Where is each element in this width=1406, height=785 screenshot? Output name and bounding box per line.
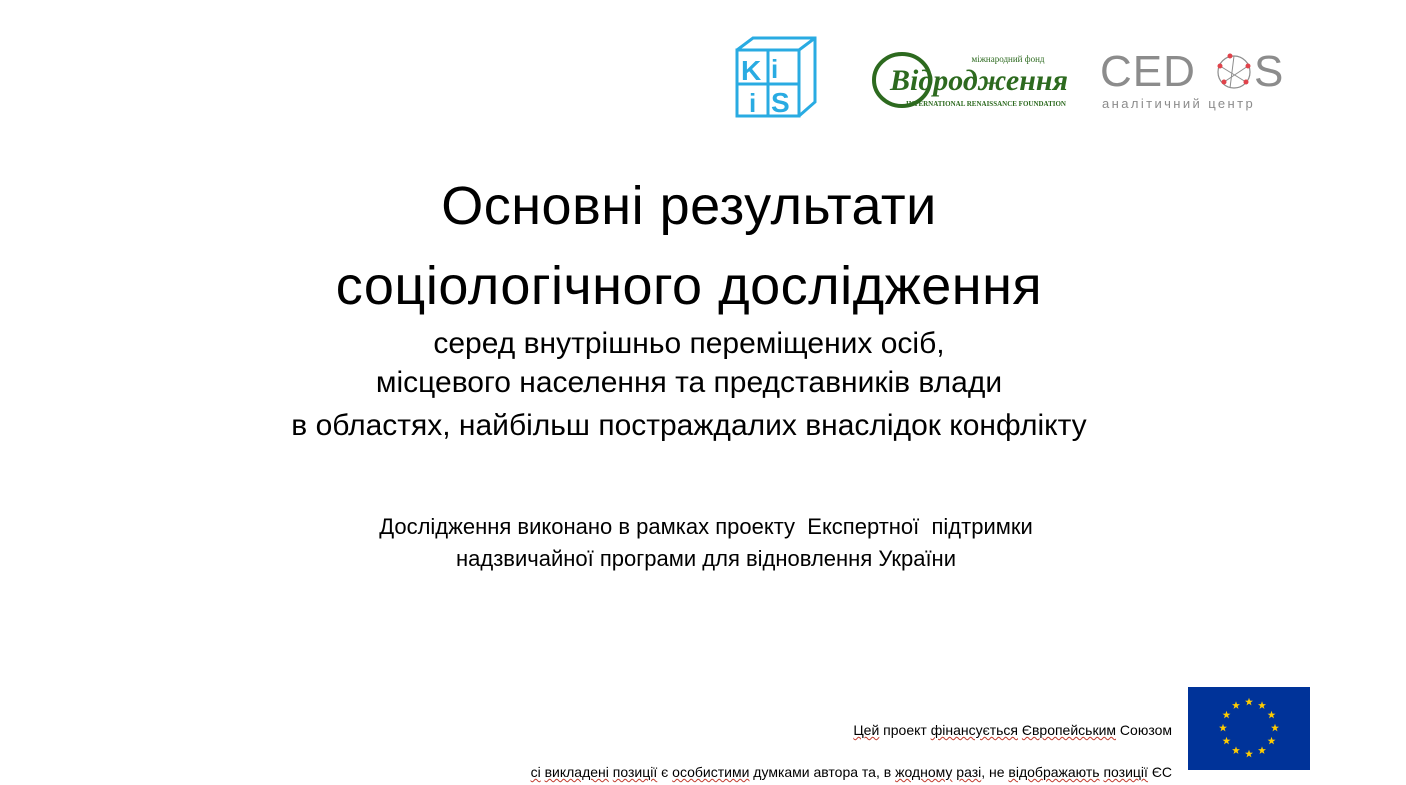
footer-word: позиції [1103,764,1148,780]
eu-star-icon [1271,724,1279,732]
eu-stars [1188,687,1310,770]
project-note-line-2: надзвичайної програми для відновлення України [456,546,956,571]
cedos-logo [1100,46,1290,114]
svg-text:міжнародний фонд: міжнародний фонд [971,54,1045,64]
svg-text:i: i [749,88,757,118]
footer-word: викладені [544,764,609,780]
eu-star-icon [1232,701,1240,709]
project-note-line-1: Дослідження виконано в рамках проекту Експертної підтримки [379,514,1033,539]
eu-star-icon [1219,724,1227,732]
svg-text:аналітичний центр: аналітичний центр [1102,96,1256,111]
eu-star-icon [1258,701,1266,709]
footer-word: сі [530,764,541,780]
footer-word: проект [879,722,931,738]
footer-word: Союзом [1116,722,1172,738]
footer-word: , не [981,764,1009,780]
page-title-line-1: Основні результати [441,176,937,236]
eu-flag-icon [1188,687,1310,770]
vidrodzhennia-logo [868,44,1068,114]
svg-text:K: K [741,55,762,86]
subtitle-line-1: серед внутрішньо переміщених осіб, [433,327,945,360]
subtitle-line-3: в областях, найбільш постраждалих внаслідок конфлікту [291,409,1087,442]
eu-star-icon [1258,746,1266,754]
footer-word: разі [956,764,982,780]
eu-star-icon [1222,737,1230,745]
footer-word: є [657,764,673,780]
kiis-logo [733,34,819,120]
disclaimer-statement [523,748,1172,780]
footer-word: позиції [612,764,658,780]
svg-text:INTERNATIONAL RENAISSANCE FOUN: INTERNATIONAL RENAISSANCE FOUNDATION [906,100,1066,108]
footer-word: Цей [853,722,880,738]
eu-star-icon [1268,711,1276,719]
eu-star-icon [1268,737,1276,745]
eu-star-icon [1245,750,1253,758]
footer-word: ЄС [1147,764,1172,780]
footer-word: думками автора та, в [749,764,896,780]
svg-text:CED: CED [1100,47,1196,96]
footer-word: особистими [672,764,750,780]
funding-statement [846,706,1172,738]
svg-text:S: S [771,87,790,118]
footer-word: відображають [1008,764,1100,780]
footer-word: Європейським [1021,722,1117,738]
svg-text:i: i [771,54,779,84]
subtitle-line-2: місцевого населення та представників влади [375,366,1003,399]
footer-word: фінансується [930,722,1019,738]
footer-word: жодному [895,764,953,780]
eu-star-icon [1222,711,1230,719]
page-title-line-2: соціологічного дослідження [335,256,1043,316]
svg-text:S: S [1254,47,1284,96]
svg-text:Відродження: Відродження [890,64,1068,97]
eu-star-icon [1245,698,1253,706]
eu-star-icon [1232,746,1240,754]
